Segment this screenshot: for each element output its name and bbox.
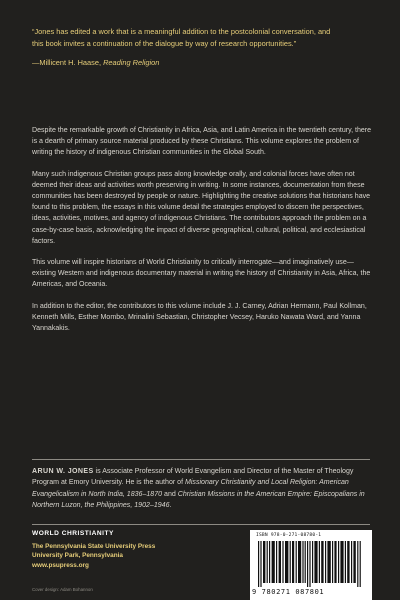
author-book-title: Christian Missions in the American Empire: Episcopalians in Northern Luzon, the Philippines, 1902–1946	[32, 490, 365, 510]
barcode-digits: 9 780271 087801	[252, 588, 325, 596]
publisher-url[interactable]: www.psupress.org	[32, 561, 89, 569]
publisher-name: The Pennsylvania State University Press	[32, 543, 156, 550]
barcode-icon	[256, 541, 366, 587]
divider	[32, 459, 370, 460]
review-attribution-name: —Millicent H. Haase,	[32, 58, 104, 68]
review-publication: Reading Religion	[103, 58, 160, 68]
publisher-block	[32, 542, 155, 570]
author-bio-text: and	[162, 490, 178, 498]
publisher-location: University Park, Pennsylvania	[32, 552, 123, 560]
author-bio	[32, 466, 372, 512]
isbn-label: ISBN 978-0-271-08780-1	[256, 533, 322, 538]
cover-design-credit: Cover design: Adam Bohannon	[32, 587, 93, 592]
review-blurb	[32, 26, 332, 69]
description-paragraph: This volume will inspire historians of World Christianity to critically interrogate—and imaginatively use—existing Western and indigenous documentary material in writing the history of Christianity in Asia, Africa, the Americas, and Oceania.	[32, 259, 371, 289]
book-description	[32, 125, 372, 344]
description-paragraph: Many such indigenous Christian groups pass along knowledge orally, and colonial forces have often not deemed their ideas and activities worth preserving in writing. In some instances, documentation from these communities has been destroyed by people or nature. Highlighting the creative solutions that historians have found to this problem, the essays in this volume detail the strategies employed to discern the perspectives, ideas, activities, motives, and agency of indigenous Christians. The contributors approach the problem on a case-by-case basis, acknowledging the impact of diverse geographical, cultural, political, and ecclesiastical factors.	[32, 170, 371, 245]
series-name: WORLD CHRISTIANITY	[32, 530, 114, 537]
divider	[32, 524, 370, 525]
author-bio-text: .	[169, 502, 172, 510]
author-book-title: Missionary Christianity and Local Religion: American Evangelicalism in North India, 1836–1870	[32, 479, 349, 498]
review-attribution	[32, 57, 332, 69]
barcode-panel	[250, 530, 372, 600]
description-paragraph: Despite the remarkable growth of Christianity in Africa, Asia, and Latin America in the twentieth century, there is a dearth of primary source material produced by these Christians. This volume explores the problem of writing the history of indigenous Christian communities in the Global South.	[32, 127, 372, 157]
author-bio-text: is Associate Professor of World Evangelism and Director of the Master of Theology Program at Emory University. He is the author of	[32, 468, 354, 487]
author-name: ARUN W. JONES	[32, 468, 94, 475]
description-paragraph: In addition to the editor, the contributors to this volume include J. J. Carney, Adrian Hermann, Paul Kollman, Kenneth Mills, Esther Mombo, Mrinalini Sebastian, Christopher Vecsey, Haruko Nawata Ward, and Yanna Yannakakis.	[32, 302, 367, 333]
review-quote: “Jones has edited a work that is a meaningful addition to the postcolonial conversation, and this book invites a continuation of the dialogue by way of research opportunities.”	[32, 27, 331, 48]
